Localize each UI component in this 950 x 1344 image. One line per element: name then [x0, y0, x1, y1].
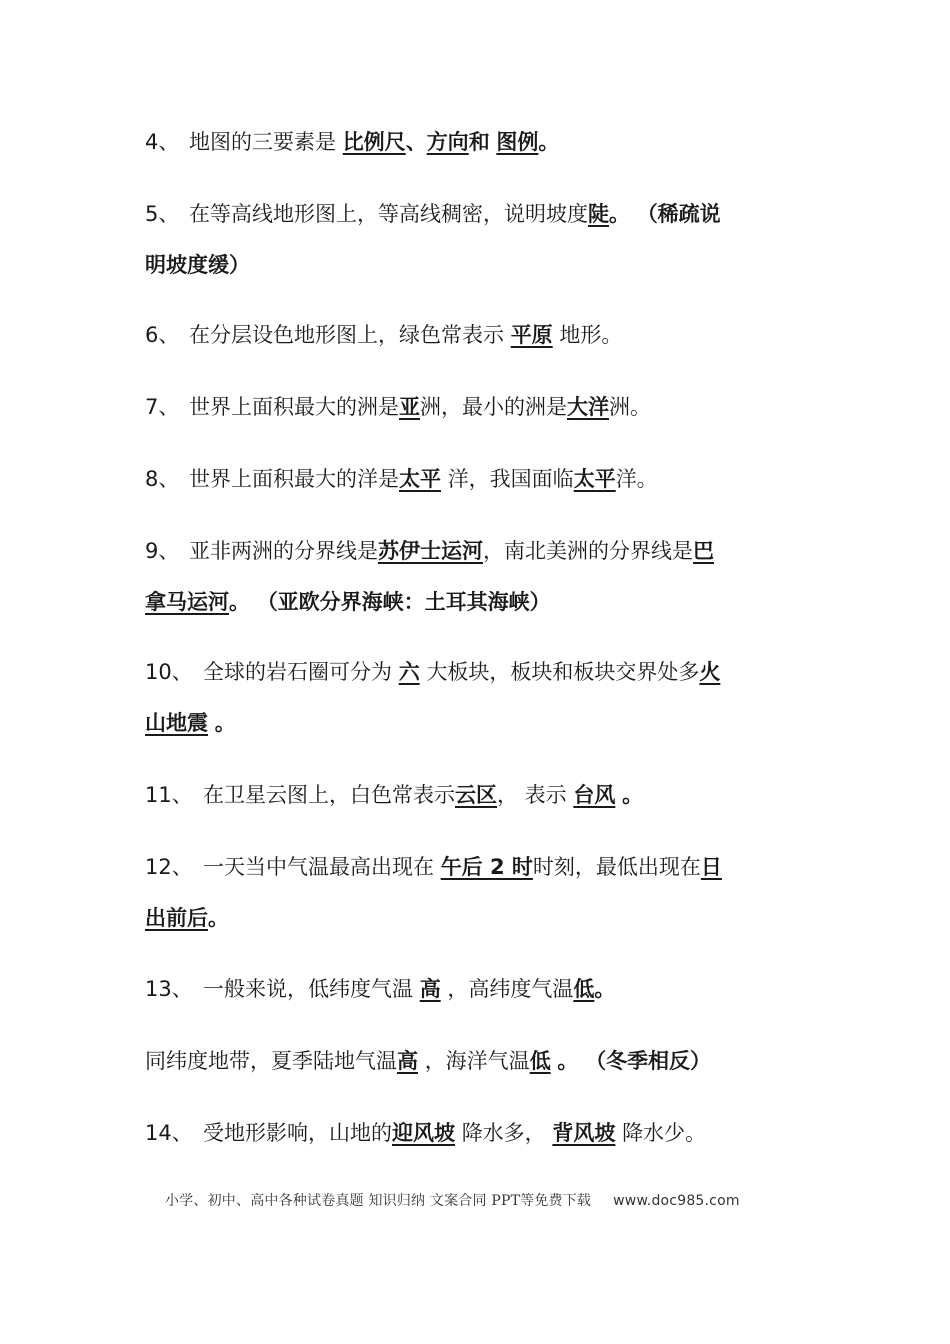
- question-text: 受地形影响，山地的: [203, 1121, 392, 1145]
- question-12: [145, 855, 810, 879]
- answer: 出前后: [145, 906, 208, 930]
- question-number: 14、: [145, 1121, 193, 1145]
- answer: 山地震: [145, 711, 208, 735]
- note: 明坡度缓）: [145, 253, 250, 277]
- punctuation: 。: [622, 783, 644, 807]
- question-text: 一天当中气温最高出现在: [203, 855, 434, 879]
- question-text: 地形。: [559, 323, 623, 347]
- question-text: 地图的三要素是: [189, 130, 336, 154]
- question-text: 同纬度地带，夏季陆地气温: [145, 1049, 397, 1073]
- question-text: 世界上面积最大的洲是: [189, 395, 399, 419]
- question-10-continued: [145, 711, 810, 735]
- question-9-continued: [145, 590, 810, 614]
- answer: 低: [573, 977, 595, 1001]
- question-6: [145, 323, 810, 347]
- answer: 太平: [399, 467, 441, 491]
- question-10: [145, 660, 810, 684]
- question-4: [145, 130, 810, 154]
- punctuation: 。: [538, 130, 560, 154]
- question-5-continued: [145, 253, 810, 277]
- answer: 迎风坡: [392, 1121, 455, 1145]
- answer: 平原: [510, 323, 553, 347]
- question-13-extra: [145, 1049, 810, 1073]
- question-number: 8、: [145, 467, 180, 491]
- separator: 、: [405, 130, 427, 154]
- question-text: 在卫星云图上，白色常表示: [203, 783, 455, 807]
- answer: 云区: [455, 783, 497, 807]
- question-text: 降水多，: [461, 1121, 546, 1145]
- footer-text: 小学、初中、高中各种试卷真题 知识归纳 文案合同 PPT等免费下载: [165, 1193, 592, 1209]
- question-9: [145, 539, 810, 563]
- question-number: 13、: [145, 977, 193, 1001]
- question-5: [145, 202, 810, 226]
- note: （冬季相反）: [585, 1049, 712, 1073]
- question-number: 7、: [145, 395, 180, 419]
- question-number: 4、: [145, 130, 180, 154]
- page-footer: [165, 1190, 740, 1210]
- question-number: 5、: [145, 202, 180, 226]
- question-11: [145, 783, 810, 807]
- answer: 午后 2 时: [440, 855, 533, 879]
- question-text: 洲，最小的洲是: [420, 395, 567, 419]
- answer: 日: [700, 855, 722, 879]
- question-number: 10、: [145, 660, 193, 684]
- question-text: 降水少。: [622, 1121, 707, 1145]
- answer: 苏伊士运河: [378, 539, 483, 563]
- question-text: ，海洋气温: [424, 1049, 530, 1073]
- answer: 拿马运河: [145, 590, 229, 614]
- answer: 大洋: [567, 395, 609, 419]
- answer: 巴: [693, 539, 714, 563]
- question-number: 9、: [145, 539, 180, 563]
- question-number: 6、: [145, 323, 180, 347]
- answer: 高: [397, 1049, 418, 1073]
- punctuation: 。: [214, 711, 236, 735]
- question-text: 亚非两洲的分界线是: [189, 539, 378, 563]
- question-number: 11、: [145, 783, 193, 807]
- footer-link[interactable]: www.doc985.com: [613, 1193, 740, 1209]
- answer: 低: [529, 1049, 551, 1073]
- punctuation: 。: [609, 202, 630, 226]
- question-text: 时刻，最低出现在: [532, 855, 701, 879]
- question-8: [145, 467, 810, 491]
- question-text: 一般来说，低纬度气温: [203, 977, 413, 1001]
- answer: 比例尺: [342, 130, 406, 154]
- punctuation: 。: [557, 1049, 579, 1073]
- answer: 亚: [399, 395, 420, 419]
- punctuation: 。: [594, 977, 616, 1001]
- answer: 太平: [573, 467, 616, 491]
- question-text: 和: [468, 130, 490, 154]
- question-13: [145, 977, 810, 1001]
- answer: 陡: [588, 202, 609, 226]
- question-text: 洋，我国面临: [447, 467, 574, 491]
- question-text: 洋。: [615, 467, 658, 491]
- question-text: ， 表示: [497, 783, 567, 807]
- question-text: ，高纬度气温: [447, 977, 574, 1001]
- question-7: [145, 395, 810, 419]
- question-text: 在分层设色地形图上，绿色常表示: [189, 323, 504, 347]
- punctuation: 。: [229, 590, 250, 614]
- question-12-continued: [145, 906, 810, 930]
- question-text: 世界上面积最大的洋是: [189, 467, 399, 491]
- answer: 背风坡: [552, 1121, 616, 1145]
- answer: 图例: [496, 130, 539, 154]
- note: （亚欧分界海峡：土耳其海峡）: [256, 590, 551, 614]
- answer: 方向: [426, 130, 469, 154]
- question-text: 大板块，板块和板块交界处多: [426, 660, 700, 684]
- answer: 台风: [573, 783, 616, 807]
- question-text: 洲。: [609, 395, 651, 419]
- question-number: 12、: [145, 855, 193, 879]
- question-14: [145, 1121, 810, 1145]
- question-text: 全球的岩石圈可分为: [203, 660, 392, 684]
- question-text: 在等高线地形图上，等高线稠密，说明坡度: [189, 202, 588, 226]
- answer: 火: [699, 660, 721, 684]
- punctuation: 。: [208, 906, 229, 930]
- answer: 六: [398, 660, 420, 684]
- question-text: ，南北美洲的分界线是: [483, 539, 693, 563]
- answer: 高: [419, 977, 441, 1001]
- note: （稀疏说: [636, 202, 721, 226]
